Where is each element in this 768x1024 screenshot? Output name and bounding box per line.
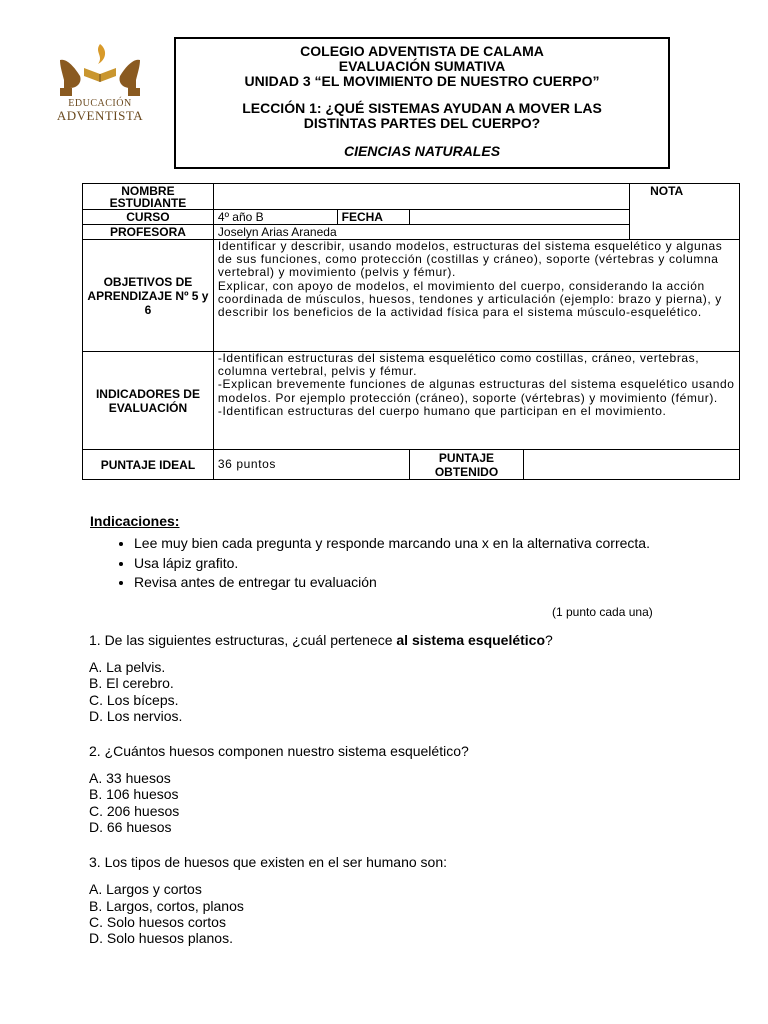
option-a[interactable]: A. 33 huesos <box>89 770 171 787</box>
option-a[interactable]: A. La pelvis. <box>89 659 166 675</box>
option-d[interactable]: D. 66 huesos <box>89 819 172 836</box>
fecha-label: FECHA <box>337 210 409 225</box>
logo-line-2: ADVENTISTA <box>56 108 144 123</box>
indicador-3: -Identifican estructuras del cuerpo humano que participan en el movimiento. <box>217 403 667 418</box>
objetivo-2: Explicar, con apoyo de modelos, el movimiento del cuerpo, considerando la acción coordinada de músculos, huesos, tendones y articulación (ejemplo: brazo y pierna), y describir los beneficios de la actividad física para el sistema músculo-esquelético. <box>217 278 722 320</box>
question-text-bold: al sistema esquelético <box>396 632 546 648</box>
question-text-part: 1. De las siguientes estructuras, ¿cuál pertenece <box>89 632 397 648</box>
fecha-field[interactable] <box>409 210 630 225</box>
options-list <box>89 881 553 946</box>
option-d[interactable]: D. Los nervios. <box>89 707 183 724</box>
puntaje-ideal-value: 36 puntos <box>213 450 409 480</box>
curso-value: 4º año B <box>213 210 337 225</box>
question-3 <box>89 854 553 946</box>
question-2 <box>89 743 553 835</box>
question-text: 3. Los tipos de huesos que existen en el ser humano son: <box>89 854 448 871</box>
option-c[interactable]: C. 206 huesos <box>89 802 180 819</box>
puntaje-obtenido-field[interactable] <box>524 450 740 480</box>
instructions-list <box>90 535 654 592</box>
instructions-title: Indicaciones: <box>90 513 180 529</box>
question-text: 2. ¿Cuántos huesos componen nuestro sistema esquelético? <box>89 743 469 760</box>
objetivos-label: OBJETIVOS DE APRENDIZAJE Nº 5 y 6 <box>83 240 214 352</box>
question-1 <box>89 632 553 724</box>
objetivos-text <box>213 240 739 352</box>
indicadores-text <box>213 352 739 450</box>
school-logo <box>44 42 156 126</box>
nombre-label: NOMBRE ESTUDIANTE <box>83 184 214 210</box>
points-note: (1 punto cada una) <box>552 605 653 619</box>
lesson-title-line-2: DISTINTAS PARTES DEL CUERPO? <box>303 115 541 131</box>
profesora-label: PROFESORA <box>83 225 214 240</box>
question-text <box>89 632 553 649</box>
objetivo-1: Identificar y describir, usando modelos, estructuras del sistema esquelético y algunas de sus funciones, como protección (costillas y cráneo), soporte (vértebras y columna vertebral) y movimiento (pelvis y fémur). <box>217 239 723 280</box>
question-text-part: ? <box>545 632 553 648</box>
instruction-item: • Usa lápiz grafito. <box>134 555 654 573</box>
instruction-item: • Revisa antes de entregar tu evaluación <box>134 574 654 592</box>
option-a[interactable]: A. Largos y cortos <box>89 881 202 898</box>
option-d[interactable]: D. Solo huesos planos. <box>89 930 233 947</box>
indicadores-label: INDICADORES DE EVALUACIÓN <box>83 352 214 450</box>
option-b[interactable]: B. El cerebro. <box>89 675 174 692</box>
logo-line-1: EDUCACIÓN <box>68 98 132 109</box>
hands-book-logo-icon <box>54 42 146 98</box>
instruction-item: • Lee muy bien cada pregunta y responde marcando una x en la alternativa correcta. <box>134 535 654 553</box>
school-name: COLEGIO ADVENTISTA DE CALAMA <box>300 43 544 59</box>
nombre-field[interactable] <box>213 184 629 210</box>
option-c[interactable]: C. Solo huesos cortos <box>89 913 226 930</box>
indicador-1: -Identifican estructuras del sistema esquelético como costillas, cráneo, vertebras, columna vertebral, pelvis y fémur. <box>217 351 700 379</box>
option-b[interactable]: B. 106 huesos <box>89 786 179 803</box>
nota-label: NOTA <box>630 184 740 240</box>
instructions-section <box>90 513 654 592</box>
student-info-table <box>82 183 740 480</box>
option-c[interactable]: C. Los bíceps. <box>89 691 179 708</box>
unit-title: UNIDAD 3 “EL MOVIMIENTO DE NUESTRO CUERPO” <box>244 73 600 89</box>
header-box <box>174 37 670 169</box>
curso-label: CURSO <box>83 210 214 225</box>
evaluation-type: EVALUACIÓN SUMATIVA <box>338 58 506 74</box>
option-b[interactable]: B. Largos, cortos, planos <box>89 897 244 914</box>
indicador-2: -Explican brevemente funciones de algunas estructuras del sistema esquelético usando modelos. Por ejemplo protección (cráneo), soporte (vértebras) y movimiento (fémur). <box>217 377 735 405</box>
profesora-value: Joselyn Arias Araneda <box>213 225 629 240</box>
subject-title: CIENCIAS NATURALES <box>343 143 501 159</box>
options-list <box>89 770 553 835</box>
questions-section <box>89 632 553 947</box>
options-list <box>89 659 553 724</box>
lesson-title-line-1: LECCIÓN 1: ¿QUÉ SISTEMAS AYUDAN A MOVER LAS <box>242 100 602 116</box>
puntaje-ideal-label: PUNTAJE IDEAL <box>83 450 214 480</box>
puntaje-obtenido-label: PUNTAJE OBTENIDO <box>409 450 524 480</box>
